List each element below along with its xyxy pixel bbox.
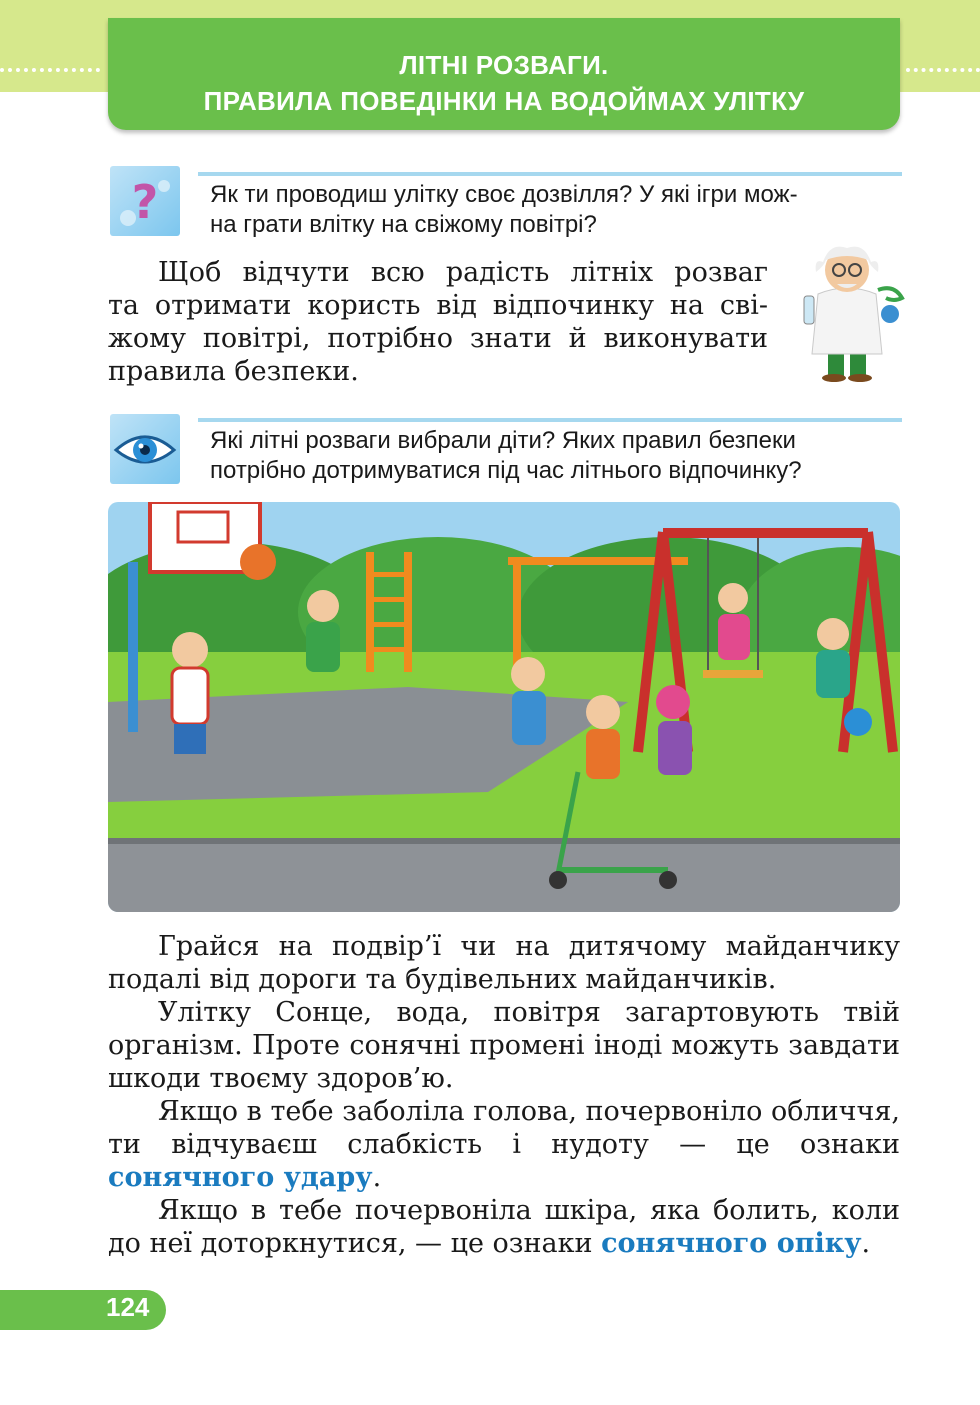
- playground-illustration: [108, 502, 900, 912]
- chapter-title-line2: ПРАВИЛА ПОВЕДІНКИ НА ВОДОЙМАХ УЛІТКУ: [203, 86, 805, 116]
- term-sunstroke: сонячного удару: [108, 1162, 373, 1193]
- svg-text:?: ?: [131, 175, 159, 229]
- chapter-title-box: [108, 18, 900, 130]
- header-dots-left: [0, 68, 100, 72]
- page-number: 124: [106, 1292, 150, 1322]
- question-rule: [198, 172, 902, 176]
- paragraph-2: Улітку Сонце, вода, повітря загартовують твій організм. Проте сонячні промені іноді можуть завдати шкоди твоєму здоров’ю.: [108, 997, 900, 1094]
- eye-icon: [110, 414, 180, 484]
- intro-line4: правила безпеки.: [108, 356, 359, 387]
- observe-rule: [198, 418, 902, 422]
- question-line1: Як ти проводиш улітку своє дозвілля? У які ігри мож-: [210, 181, 798, 208]
- intro-line2: та отримати користь від відпочинку на сві-: [108, 290, 768, 321]
- scientist-illustration: [790, 232, 910, 382]
- observe-text: [210, 426, 900, 486]
- paragraph-4-end: .: [861, 1228, 871, 1259]
- observe-line2: потрібно дотримуватися під час літнього відпочинку?: [210, 457, 802, 484]
- paragraph-3-text: Якщо в тебе заболіла голова, почервоніло обличчя, ти відчуваєш слабкість і нудоту — це ознаки: [108, 1096, 900, 1160]
- intro-text: [108, 256, 768, 388]
- main-text: [108, 930, 900, 1260]
- paragraph-3: [108, 1095, 900, 1194]
- paragraph-4: [108, 1194, 900, 1260]
- term-sunburn: сонячного опіку: [601, 1228, 862, 1259]
- intro-line3: жому повітрі, потрібно знати й виконувати: [108, 323, 768, 354]
- header-dots-right: [906, 68, 980, 72]
- question-icon: [110, 166, 180, 236]
- paragraph-3-end: .: [372, 1162, 382, 1193]
- paragraph-1: Грайся на подвір’ї чи на дитячому майданчику подалі від дороги та будівельних майданчиків.: [108, 931, 900, 995]
- question-line2: на грати влітку на свіжому повітрі?: [210, 211, 597, 238]
- observe-line1: Які літні розваги вибрали діти? Яких правил безпеки: [210, 427, 796, 454]
- chapter-title-line1: ЛІТНІ РОЗВАГИ.: [399, 50, 609, 80]
- intro-line1: Щоб відчути всю радість літніх розваг: [158, 257, 768, 288]
- paragraph-4-text: Якщо в тебе почервоніла шкіра, яка болить, коли до неї доторкнутися, — це ознаки: [108, 1195, 900, 1259]
- question-text: [210, 180, 900, 240]
